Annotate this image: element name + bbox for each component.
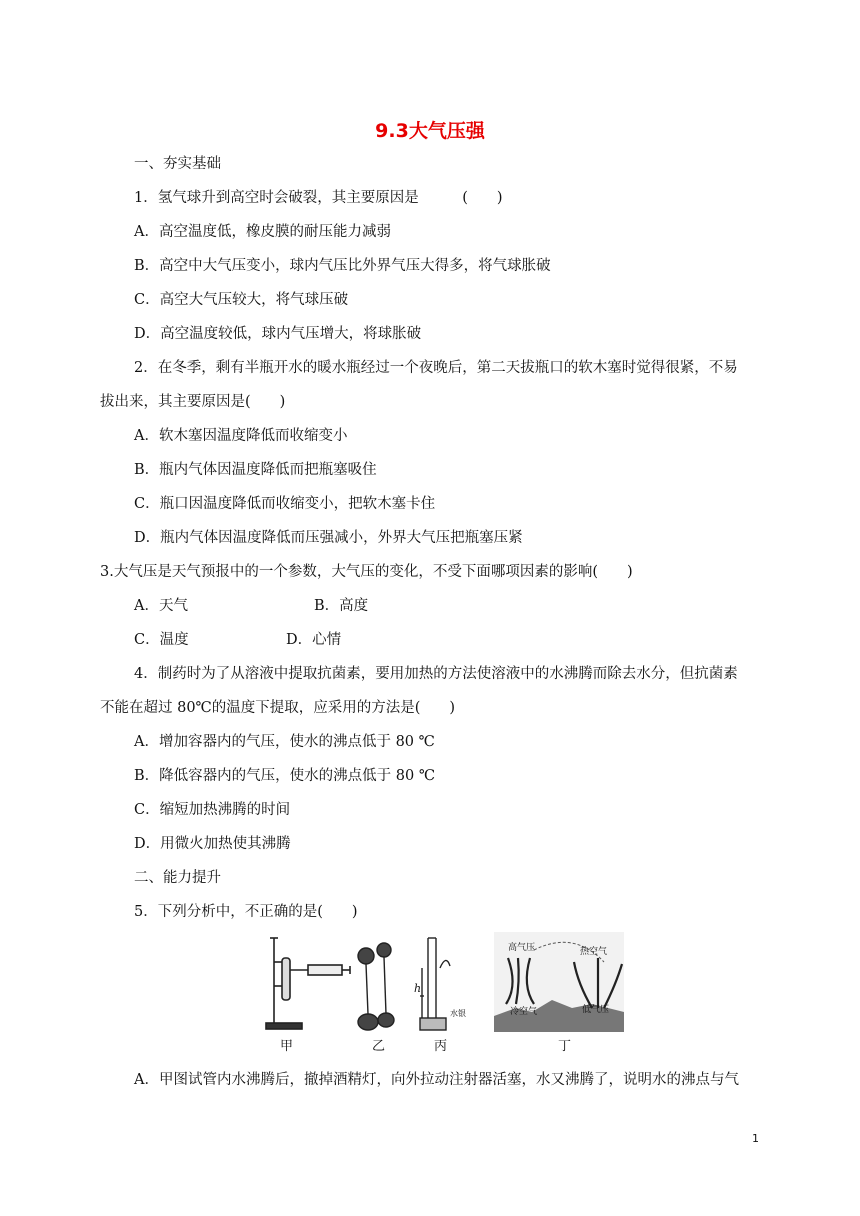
figure-caption-jia: 甲 [280,1039,294,1054]
figure-low-pressure-label: 低气压 [582,1005,610,1015]
figure-bing-tube [420,938,450,1030]
q4-option-c: C．缩短加热沸腾的时间 [134,802,291,818]
figure-caption-yi: 乙 [372,1039,386,1054]
figure-hot-air-label: 热空气 [580,947,608,957]
figure-cold-air-label: 冷空气 [510,1007,538,1017]
page-number: 1 [752,1132,759,1145]
q3-option-c: C．温度 [134,632,189,648]
q3-stem: 3.大气压是天气预报中的一个参数，大气压的变化，不受下面哪项因素的影响( ) [100,564,633,580]
section-heading-basics: 一、夯实基础 [134,156,221,172]
figure-h-label: h [414,982,422,995]
q2-option-b: B．瓶内气体因温度降低而把瓶塞吸住 [134,462,377,478]
figure-caption-ding: 丁 [558,1039,572,1054]
q4-option-b: B．降低容器内的气压，使水的沸点低于 80 ℃ [134,768,436,784]
q1-option-a: A．高空温度低，橡皮膜的耐压能力减弱 [134,224,391,240]
page-title: 9.3大气压强 [375,120,485,142]
q1-option-b: B．高空中大气压变小，球内气压比外界气压大得多，将气球胀破 [134,258,551,274]
q2-option-a: A．软木塞因温度降低而收缩变小 [134,428,348,444]
q1-stem: 1．氢气球升到高空时会破裂，其主要原因是 ( ) [134,190,503,206]
q4-stem-line2: 不能在超过 80℃的温度下提取，应采用的方法是( ) [100,700,456,716]
q3-option-d: D．心情 [286,632,342,648]
q5-option-a: A．甲图试管内水沸腾后，撤掉酒精灯，向外拉动注射器活塞，水又沸腾了，说明水的沸点与气 [134,1072,739,1088]
figure-yi-flasks [358,943,394,1030]
figure-jia-apparatus [266,938,350,1029]
q2-stem-line2: 拔出来，其主要原因是( ) [100,394,286,410]
q2-stem-line1: 2．在冬季，剩有半瓶开水的暖水瓶经过一个夜晚后，第二天拔瓶口的软木塞时觉得很紧，不易 [134,360,738,376]
q4-option-d: D．用微火加热使其沸腾 [134,836,291,852]
q2-option-d: D．瓶内气体因温度降低而压强减小，外界大气压把瓶塞压紧 [134,530,523,546]
q5-stem: 5．下列分析中，不正确的是( ) [134,904,358,920]
experiment-figure-svg [262,928,626,1054]
q4-stem-line1: 4．制药时为了从溶液中提取抗菌素，要用加热的方法使溶液中的水沸腾而除去水分，但抗菌素 [134,666,738,682]
q4-option-a: A．增加容器内的气压，使水的沸点低于 80 ℃ [134,734,435,750]
q3-option-a: A．天气 [134,598,188,614]
figure-mercury-label: 水银 [450,1009,466,1018]
q1-option-d: D．高空温度较低，球内气压增大，将球胀破 [134,326,422,342]
q3-option-b: B．高度 [314,598,369,614]
figure-high-pressure-label: 高气压 [508,943,536,953]
q1-option-c: C．高空大气压较大，将气球压破 [134,292,349,308]
experiment-figure [262,928,626,1054]
figure-caption-bing: 丙 [434,1039,448,1054]
section-heading-advanced: 二、能力提升 [134,870,221,886]
q2-option-c: C．瓶口因温度降低而收缩变小，把软木塞卡住 [134,496,436,512]
